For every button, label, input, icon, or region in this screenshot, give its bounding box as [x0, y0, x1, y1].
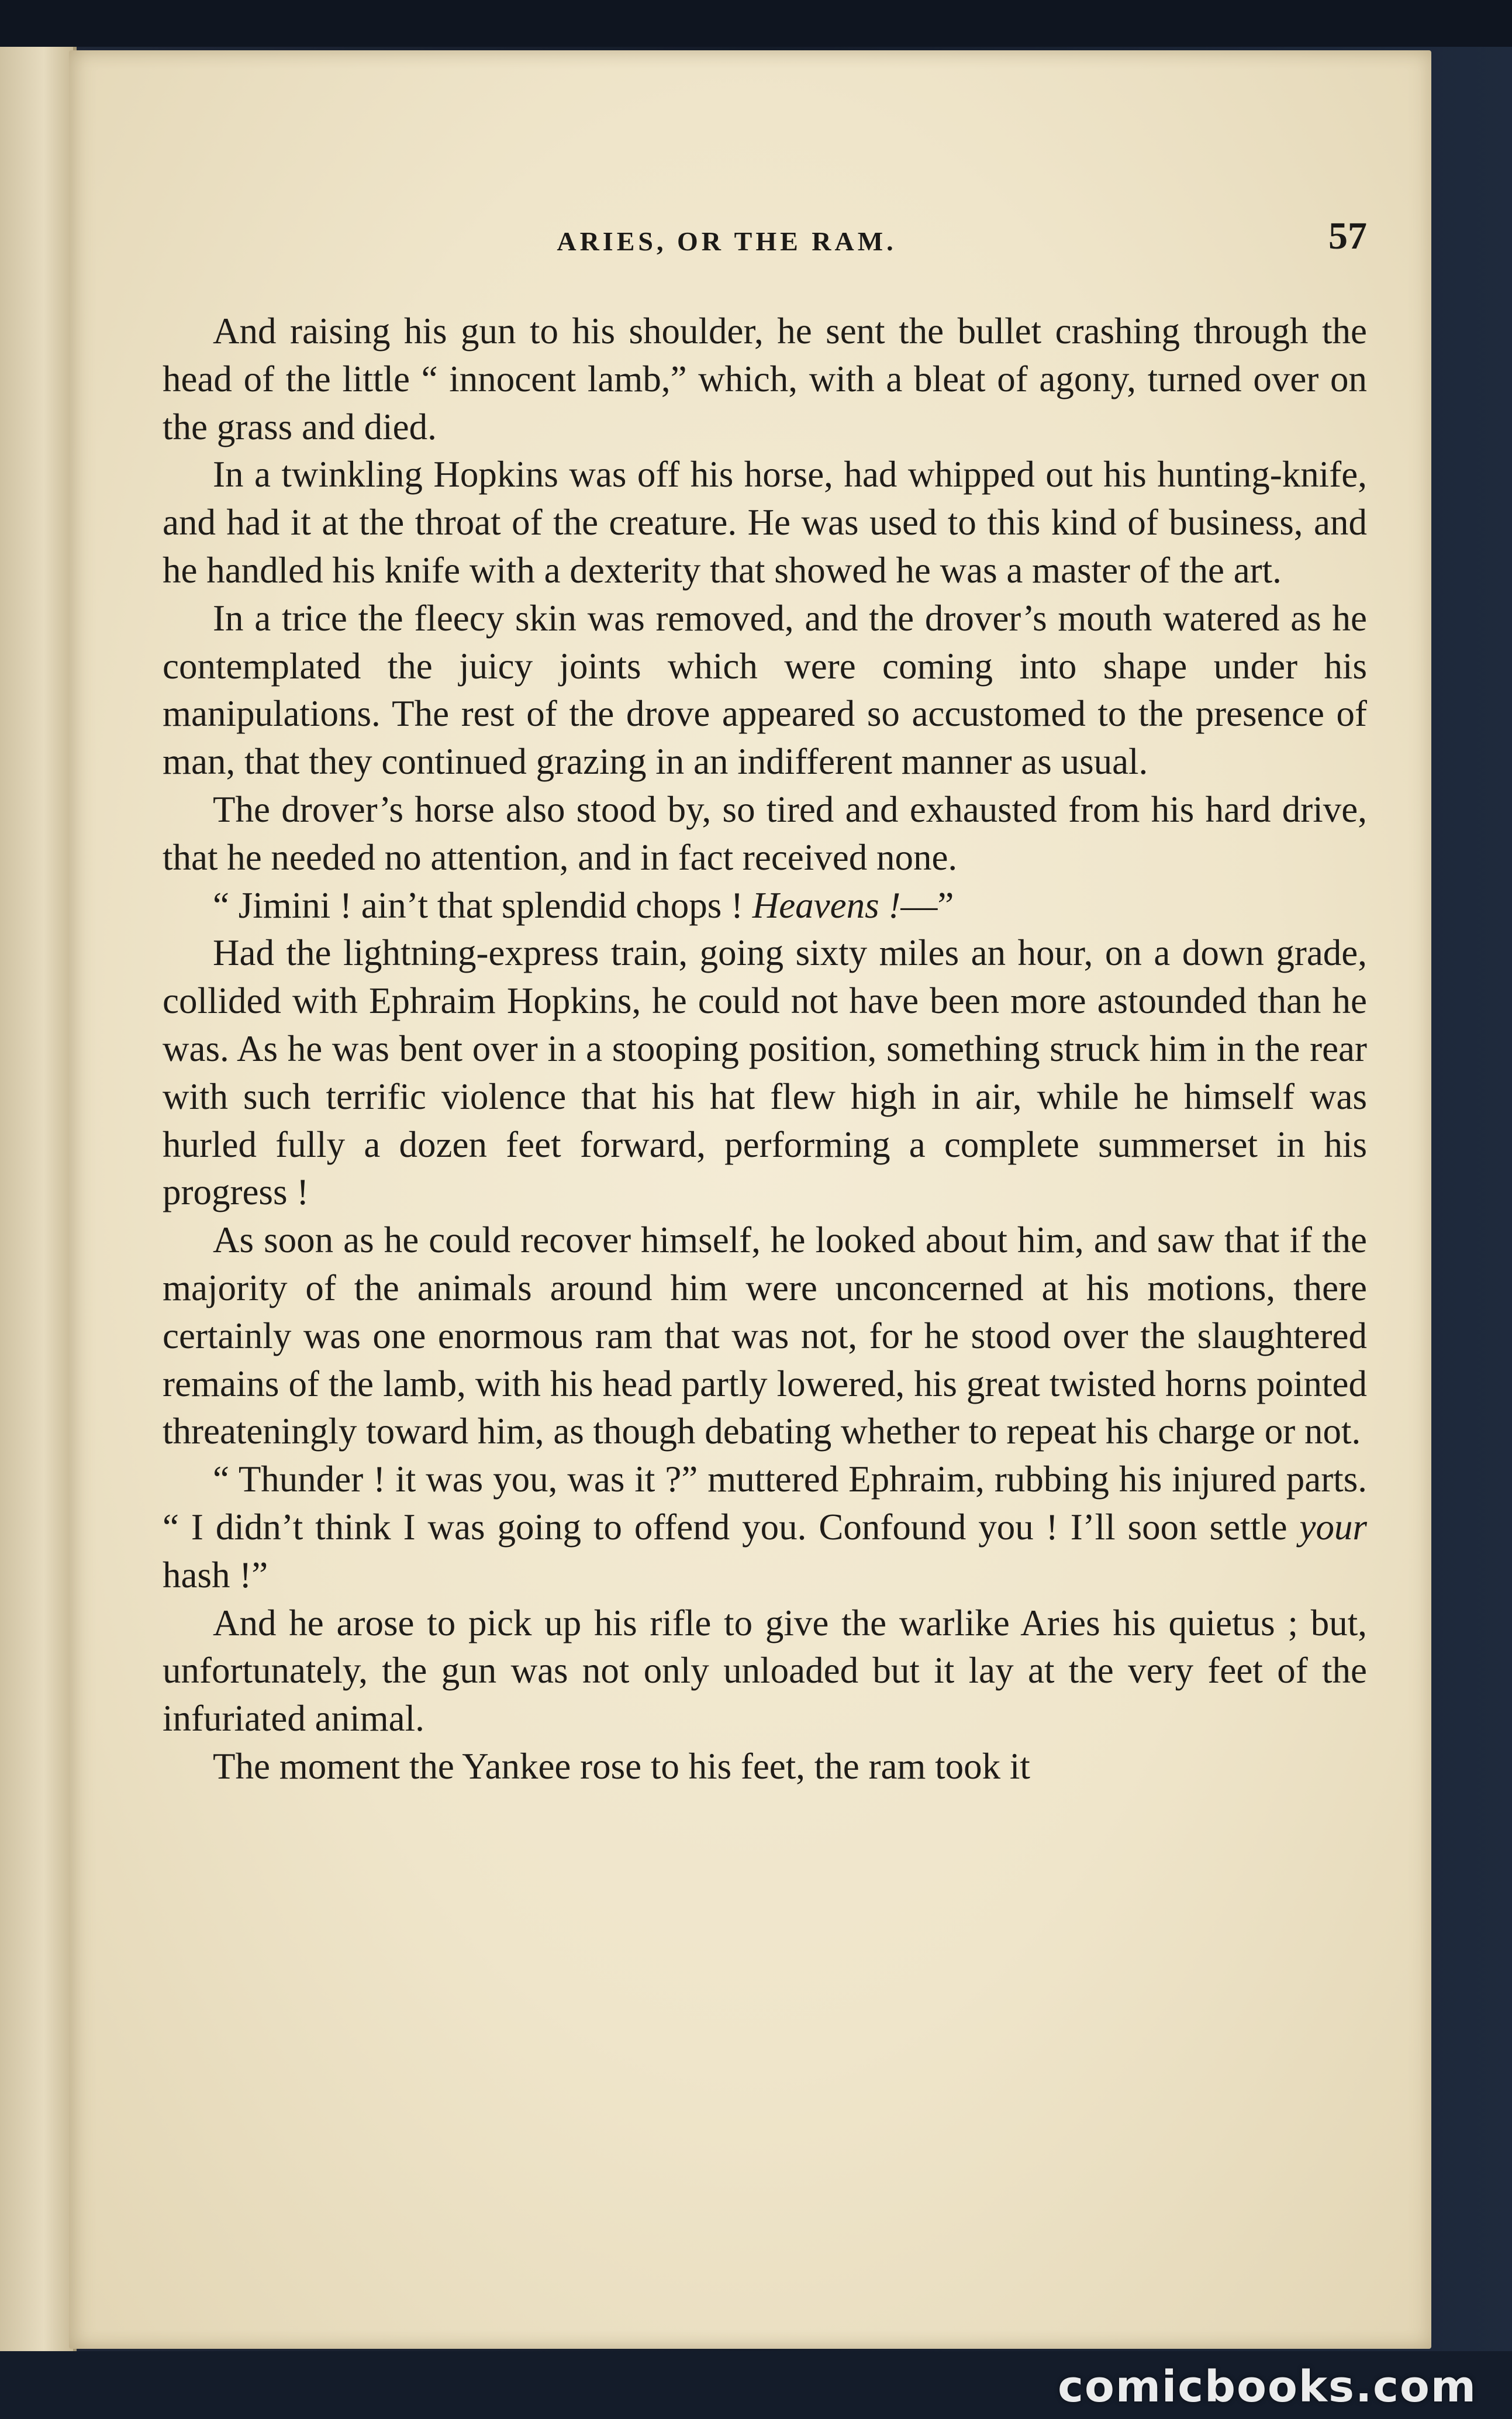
- watermark-logo: comicbooks.com: [1058, 2362, 1477, 2412]
- paragraph-4: The drover’s horse also stood by, so tired and exhausted from his hard drive, that he needed no attention, and in fact received none.: [163, 788, 1367, 878]
- paragraph-6: As soon as he could recover himself, he looked about him, and saw that if the majority of the animals around him were unconcerned at his motions, there certainly was one enormous ram that was not, for he stood over the slaughtered remains of the lamb, with his head partly lowered, his great twisted horns pointed threateningly toward him, as though debating whether to repeat his charge or not.: [163, 1219, 1367, 1452]
- scan-top-border: [0, 0, 1512, 47]
- exclaim-emphasis: Heavens !: [752, 884, 901, 926]
- paragraph-1: And raising his gun to his shoulder, he sent the bullet crashing through the head of the little “ innocent lamb,” which, with a bleat of agony, turned over on the grass and died.: [163, 311, 1367, 447]
- page-number: 57: [1328, 215, 1367, 257]
- running-head: ARIES, OR THE RAM.: [557, 226, 897, 256]
- thunder-after: hash !”: [163, 1554, 268, 1596]
- exclaim-before: “ Jimini ! ain’t that splendid chops !: [213, 884, 743, 926]
- exclaim-after: —”: [900, 884, 954, 926]
- thunder-emphasis: your: [1299, 1506, 1368, 1548]
- page-header: [69, 185, 1431, 255]
- thunder-before: “ Thunder ! it was you, was it ?” muttered Ephraim, rubbing his injured parts. “ I didn’t think I was going to offend you. Confound you ! I’ll soon settle: [163, 1459, 1367, 1548]
- previous-page-edge: [0, 47, 77, 2351]
- paragraph-7: And he arose to pick up his rifle to give the warlike Aries his quietus ; but, unfortunately, the gun was not only unloaded but it lay at the very feet of the infuriated animal.: [163, 1602, 1367, 1739]
- body-text: [163, 308, 1367, 1791]
- book-page: [69, 50, 1431, 2349]
- paragraph-3: In a trice the fleecy skin was removed, and the drover’s mouth watered as he contemplated the juicy joints which were coming into shape under his manipulations. The rest of the drove appeared so accustomed to the presence of man, that they continued grazing in an indifferent manner as usual.: [163, 597, 1367, 783]
- paragraph-5: Had the lightning-express train, going sixty miles an hour, on a down grade, collided with Ephraim Hopkins, he could not have been more astounded than he was. As he was bent over in a stooping position, something struck him in the rear with such terrific violence that his hat flew high in air, while he himself was hurled fully a dozen feet forward, performing a complete summerset in his progress !: [163, 932, 1367, 1213]
- paragraph-thunder: [163, 1456, 1367, 1599]
- paragraph-exclaim: [163, 882, 1367, 930]
- paragraph-8: The moment the Yankee rose to his feet, the ram took it: [213, 1745, 1030, 1787]
- paragraph-2: In a twinkling Hopkins was off his horse, had whipped out his hunting-knife, and had it at the throat of the creature. He was used to this kind of business, and he handled his knife with a dexterity that showed he was a master of the art.: [163, 454, 1367, 591]
